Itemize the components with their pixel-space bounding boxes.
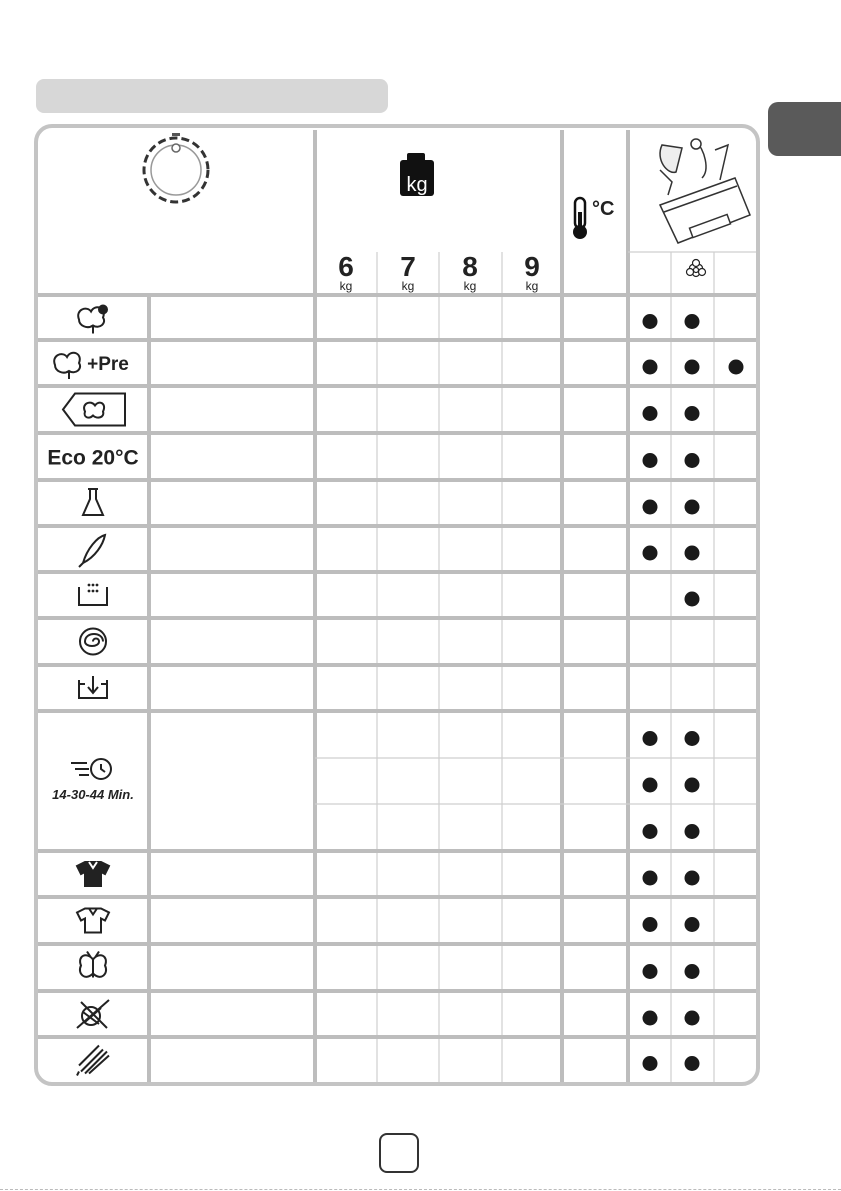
- cotton-tag-icon: [63, 394, 125, 426]
- compartment-dot: [643, 1056, 658, 1071]
- compartment-dot: [643, 406, 658, 421]
- compartment-dot: [685, 964, 700, 979]
- compartment-dot: [685, 500, 700, 515]
- quick-wash-icon: [71, 759, 111, 779]
- page-number-box: [379, 1133, 419, 1173]
- butterfly-icon: [80, 952, 106, 978]
- capacity-unit: kg: [525, 279, 539, 293]
- compartment-dot: [643, 731, 658, 746]
- compartment-dot: [685, 592, 700, 607]
- softener-flower-icon: [687, 260, 706, 277]
- detergent-drawer-icon: [660, 139, 750, 243]
- dark-shirt-icon: [77, 862, 109, 886]
- page-trim-line: [0, 1189, 841, 1190]
- compartment-dot: [643, 824, 658, 839]
- capacity-9-value: 9: [524, 251, 540, 282]
- program-dial-icon: [144, 133, 208, 202]
- compartment-dot: [643, 1011, 658, 1026]
- wool-icon: [77, 1000, 109, 1028]
- capacity-6-value: 6: [338, 251, 354, 282]
- thermometer-icon: [573, 198, 587, 239]
- compartment-dot: [643, 778, 658, 793]
- compartment-dot: [685, 453, 700, 468]
- hand-wash-icon: [77, 1046, 109, 1076]
- compartment-dot: [685, 778, 700, 793]
- quick-wash-duration-label: 14-30-44 Min.: [52, 787, 134, 802]
- capacity-8-value: 8: [462, 251, 478, 282]
- compartment-dot: [685, 314, 700, 329]
- eco-20-label: Eco 20°C: [47, 446, 139, 470]
- cotton-sun-icon: [78, 306, 107, 334]
- compartment-dot: [685, 546, 700, 561]
- compartment-dot: [643, 314, 658, 329]
- compartment-dot: [643, 453, 658, 468]
- compartment-dot: [643, 500, 658, 515]
- weight-icon: [400, 153, 434, 196]
- capacity-7-value: 7: [400, 251, 416, 282]
- compartment-dot: [643, 546, 658, 561]
- shirt-icon: [77, 909, 109, 933]
- feather-icon: [79, 535, 105, 567]
- compartment-dot: [685, 731, 700, 746]
- compartment-dot: [685, 406, 700, 421]
- synthetic-flask-icon: [83, 489, 103, 515]
- compartment-dot: [685, 917, 700, 932]
- spin-icon: [80, 629, 106, 655]
- compartment-dot: [643, 360, 658, 375]
- cotton-prewash-icon: [54, 353, 80, 379]
- compartment-dot: [685, 360, 700, 375]
- compartment-dot: [729, 360, 744, 375]
- compartment-dot: [643, 964, 658, 979]
- drain-icon: [79, 676, 107, 698]
- capacity-unit: kg: [339, 279, 353, 293]
- capacity-unit: kg: [463, 279, 477, 293]
- rinse-icon: [79, 584, 107, 605]
- compartment-dot: [685, 1056, 700, 1071]
- compartment-dot: [685, 824, 700, 839]
- temperature-label: °C: [592, 198, 615, 220]
- weight-unit-label: kg: [406, 174, 428, 196]
- prewash-label: +Pre: [87, 354, 129, 375]
- compartment-dot: [685, 871, 700, 886]
- compartment-dot: [643, 917, 658, 932]
- compartment-dot: [685, 1011, 700, 1026]
- compartment-dot: [643, 871, 658, 886]
- capacity-unit: kg: [401, 279, 415, 293]
